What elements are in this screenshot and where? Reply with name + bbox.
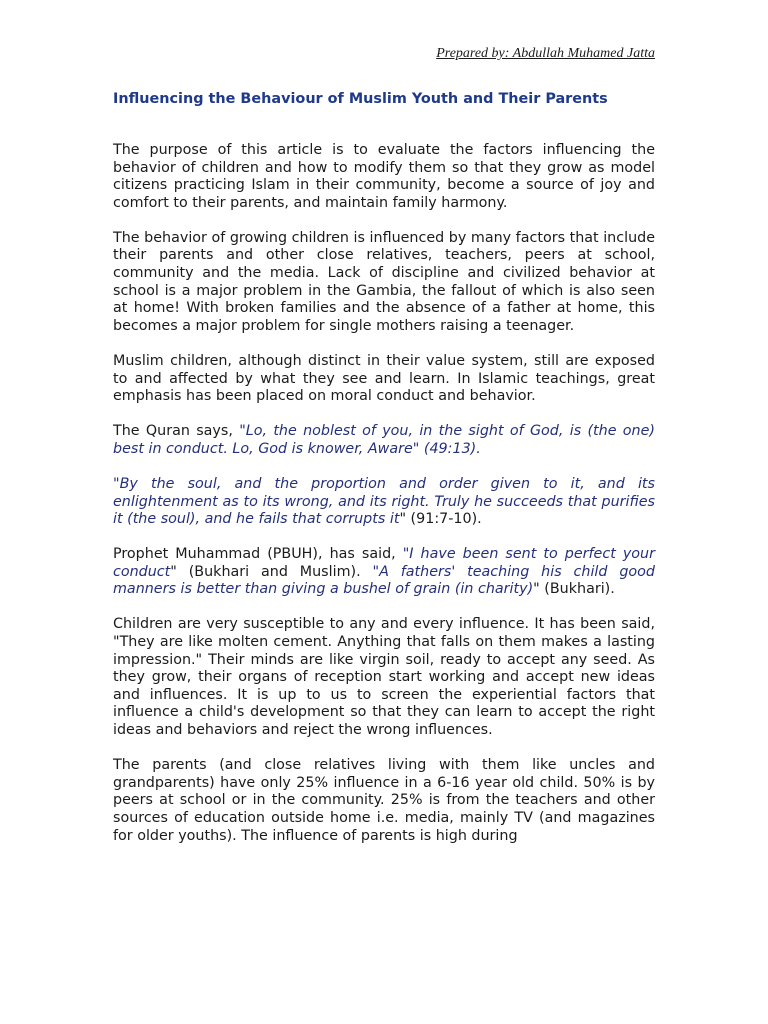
soul-quote: "By the soul, and the proportion and order given to it, and its enlightenment as to its wrong, and its right. Truly he succeeds that purifies it (the soul), and he fails that corrupts it [113, 475, 655, 528]
paragraph-quran [113, 423, 655, 458]
paragraph-soul-verse [113, 476, 655, 529]
paragraph-susceptible: Children are very susceptible to any and every influence. It has been said, "They are like molten cement. Anything that falls on them makes a lasting impression." Their minds are like virgin soil, ready to accept any seed. As they grow, their organs of reception start working and accept new ideas and influences. It is up to us to screen the experiential factors that influence a child's development so that they can learn to accept the right ideas and behaviors and reject the wrong influences. [113, 616, 655, 739]
soul-reference: " (91:7-10). [399, 511, 482, 528]
paragraph-muslim-children: Muslim children, although distinct in their value system, still are exposed to and affected by what they see and learn. In Islamic teachings, great emphasis has been placed on moral conduct and behavior. [113, 352, 655, 405]
paragraph-prophet [113, 546, 655, 599]
prophet-quote-2: "A fathers' teaching his child good manners is better than giving a bushel of grain (in charity) [113, 563, 656, 598]
prophet-quote-1: "I have been sent to perfect your conduct [113, 546, 655, 580]
author-credit: Prepared by: Abdullah Muhamed Jatta [436, 46, 655, 61]
prophet-reference-1: " (Bukhari and Muslim). [170, 563, 373, 580]
document-title: Influencing the Behaviour of Muslim Youth and Their Parents [113, 91, 608, 107]
paragraph-influences: The behavior of growing children is influenced by many factors that include their parents and other close relatives, teachers, peers at school, community and the media. Lack of discipline and civilized behavior at school is a major problem in the Gambia, the fallout of which is also seen at home! With broken families and the absence of a father at home, this becomes a major problem for single mothers raising a teenager. [113, 229, 655, 334]
paragraph-parents-influence: The parents (and close relatives living with them like uncles and grandparents) have only 25% influence in a 6-16 year old child. 50% is by peers at school or in the community. 25% is from the teachers and other sources of education outside home i.e. media, mainly TV (and magazines for older youths). The influence of parents is high during [113, 757, 655, 844]
article-body [113, 142, 655, 863]
quran-lead: The Quran says, [113, 423, 240, 440]
quran-quote: "Lo, the noblest of you, in the sight of God, is (the one) best in conduct. Lo, God is knower, Aware" (49:13). [113, 423, 655, 457]
prophet-reference-2: " (Bukhari). [533, 581, 615, 598]
paragraph-purpose: The purpose of this article is to evaluate the factors influencing the behavior of children and how to modify them so that they grow as model citizens practicing Islam in their community, become a source of joy and comfort to their parents, and maintain family harmony. [113, 142, 655, 211]
prophet-lead: Prophet Muhammad (PBUH), has said, [113, 546, 403, 563]
